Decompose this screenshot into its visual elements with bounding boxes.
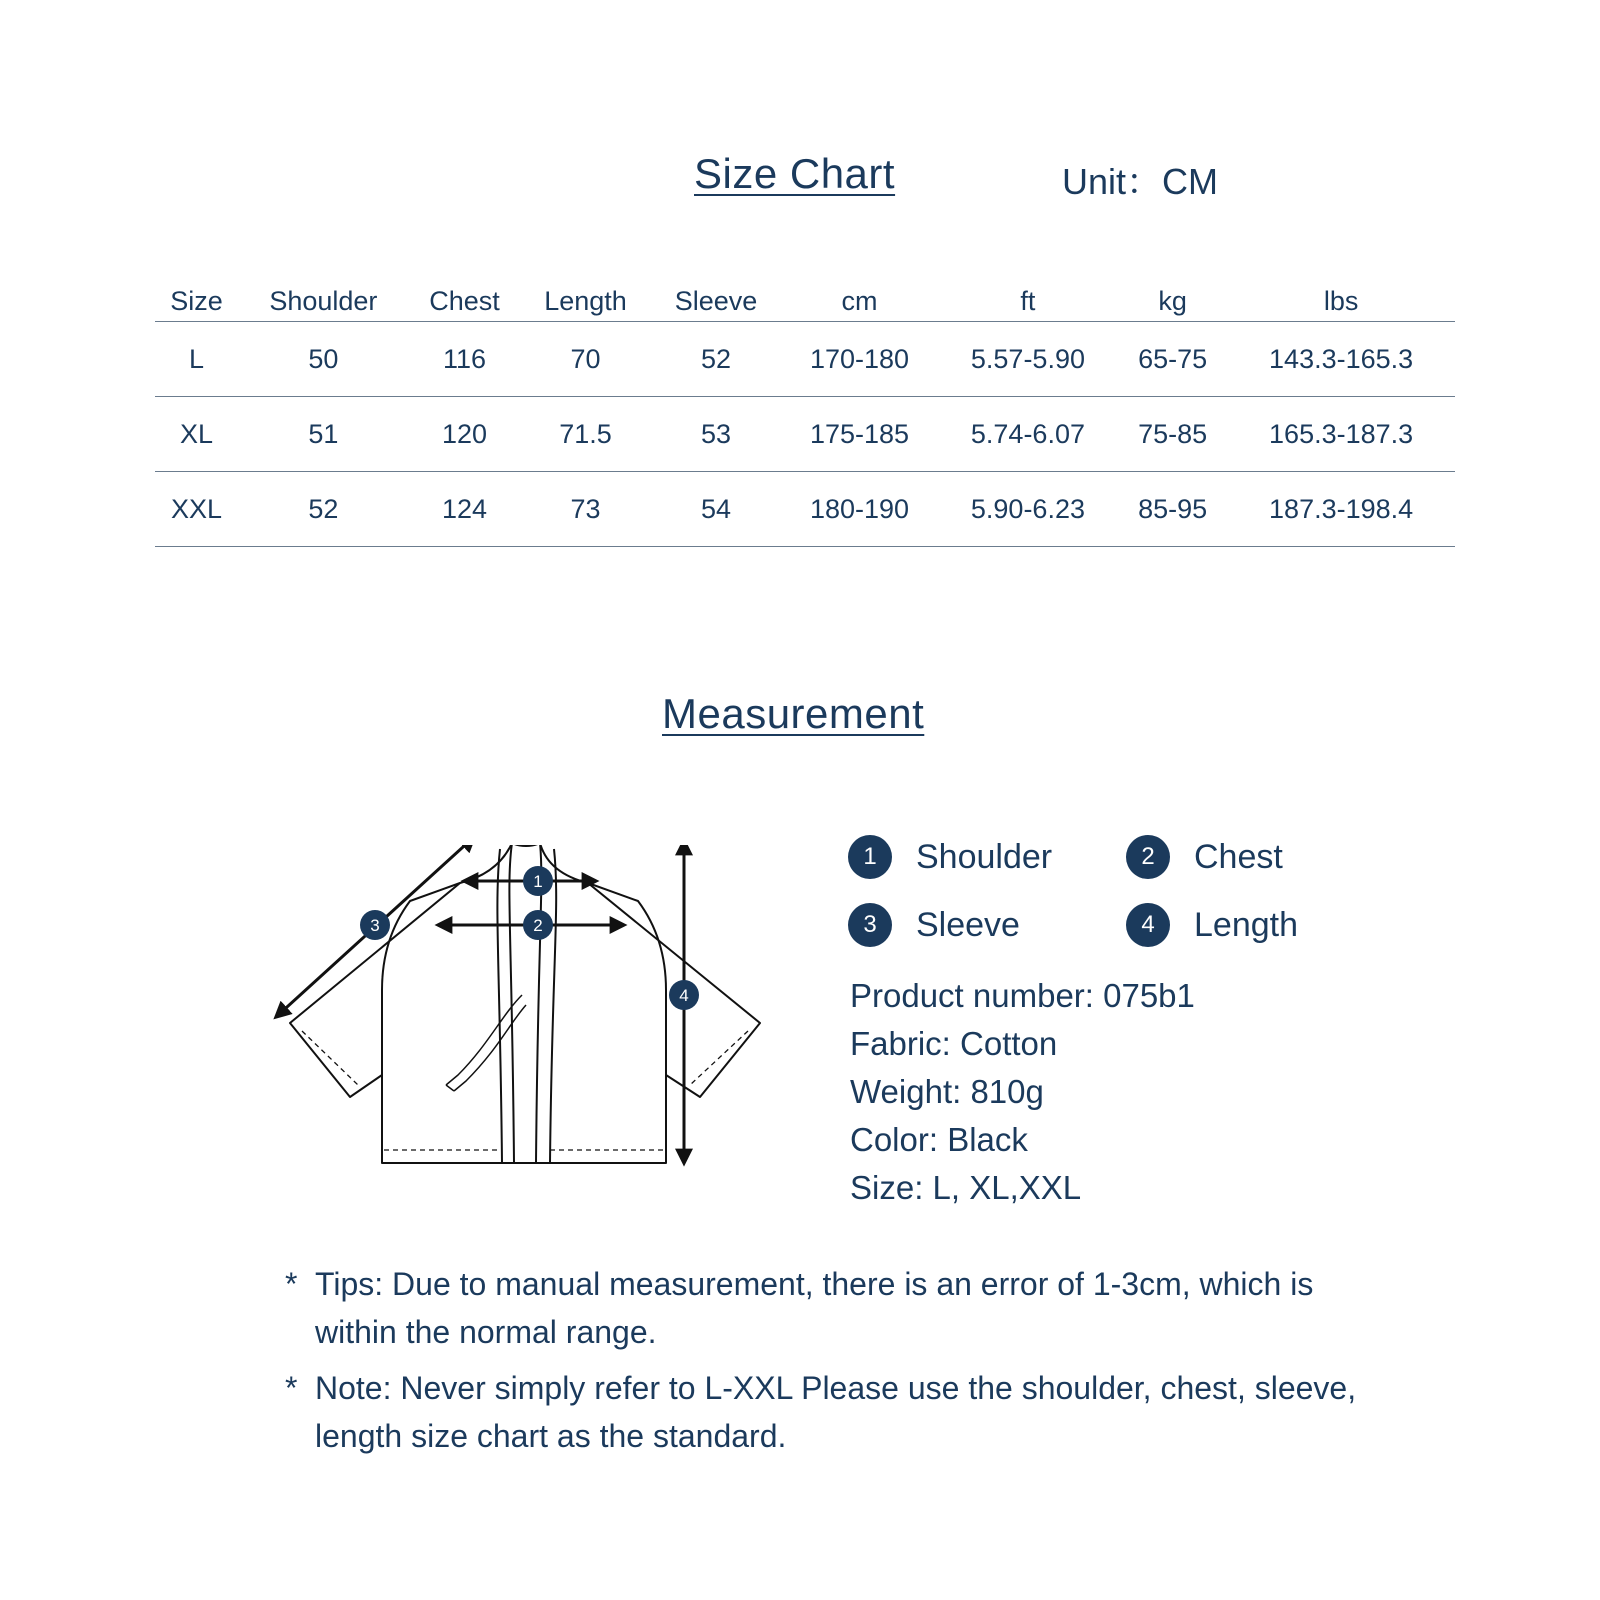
table-cell: 65-75 — [1118, 322, 1227, 397]
table-cell: 50 — [238, 322, 409, 397]
standard-note — [285, 1364, 1365, 1460]
header-size: Size — [155, 265, 238, 322]
size-chart-title: Size Chart — [694, 150, 896, 197]
svg-text:2: 2 — [533, 916, 543, 935]
table-cell: 5.74-6.07 — [938, 397, 1118, 472]
table-cell: 170-180 — [781, 322, 938, 397]
table-row — [155, 322, 1455, 397]
table-cell: 71.5 — [520, 397, 651, 472]
table-cell: 52 — [238, 472, 409, 547]
table-cell: 5.57-5.90 — [938, 322, 1118, 397]
table-cell: 180-190 — [781, 472, 938, 547]
table-header-row — [155, 265, 1455, 322]
table-cell: 85-95 — [1118, 472, 1227, 547]
table-cell: 120 — [409, 397, 520, 472]
header-length: Length — [520, 265, 651, 322]
jacket-diagram-icon — [270, 845, 820, 1205]
table-cell: 187.3-198.4 — [1227, 472, 1455, 547]
spec-fabric: Fabric: Cotton — [850, 1025, 1058, 1062]
svg-text:3: 3 — [370, 916, 380, 935]
legend-item-length — [1126, 903, 1298, 947]
measurement-title: Measurement — [662, 690, 925, 737]
table-cell: 116 — [409, 322, 520, 397]
note-text: Tips: Due to manual measurement, there is an error of 1-3cm, which is within the normal range. — [315, 1266, 1314, 1350]
table-row — [155, 397, 1455, 472]
note-asterisk: * — [285, 1370, 298, 1406]
table-cell: 51 — [238, 397, 409, 472]
legend-item-sleeve — [848, 903, 1020, 947]
legend-item-shoulder — [848, 835, 1052, 879]
legend-item-chest — [1126, 835, 1283, 879]
table-cell: L — [155, 322, 238, 397]
table-cell: 75-85 — [1118, 397, 1227, 472]
table-cell: XL — [155, 397, 238, 472]
table-cell: 5.90-6.23 — [938, 472, 1118, 547]
legend-label: Shoulder — [916, 837, 1053, 876]
measurement-legend — [848, 835, 1368, 965]
unit-label: Unit：CM — [1062, 161, 1219, 202]
spec-weight: Weight: 810g — [850, 1073, 1044, 1110]
svg-text:1: 1 — [533, 872, 543, 891]
header-shoulder: Shoulder — [238, 265, 409, 322]
header-chest: Chest — [409, 265, 520, 322]
legend-label: Length — [1194, 905, 1298, 944]
table-cell: 53 — [651, 397, 781, 472]
table-cell: 73 — [520, 472, 651, 547]
table-cell: 165.3-187.3 — [1227, 397, 1455, 472]
header-sleeve: Sleeve — [651, 265, 781, 322]
table-cell: 143.3-165.3 — [1227, 322, 1455, 397]
header-cm: cm — [781, 265, 938, 322]
legend-label: Sleeve — [916, 905, 1020, 944]
number-badge-2: 2 — [1126, 835, 1170, 879]
spec-color: Color: Black — [850, 1121, 1028, 1158]
number-badge-3: 3 — [848, 903, 892, 947]
header-ft: ft — [938, 265, 1118, 322]
note-asterisk: * — [285, 1266, 298, 1302]
spec-product-number: Product number: 075b1 — [850, 977, 1195, 1014]
table-cell: 124 — [409, 472, 520, 547]
notes — [285, 1260, 1365, 1468]
note-text: Note: Never simply refer to L-XXL Please use the shoulder, chest, sleeve, length size chart as the standard. — [315, 1370, 1357, 1454]
table-cell: XXL — [155, 472, 238, 547]
header-lbs: lbs — [1227, 265, 1455, 322]
spec-size: Size: L, XL,XXL — [850, 1169, 1082, 1206]
tips-note — [285, 1260, 1365, 1356]
table-cell: 70 — [520, 322, 651, 397]
svg-text:4: 4 — [679, 986, 689, 1005]
number-badge-1: 1 — [848, 835, 892, 879]
table-cell: 175-185 — [781, 397, 938, 472]
header-kg: kg — [1118, 265, 1227, 322]
table-cell: 52 — [651, 322, 781, 397]
product-specs — [850, 972, 1195, 1212]
size-table — [155, 265, 1455, 547]
table-row — [155, 472, 1455, 547]
table-cell: 54 — [651, 472, 781, 547]
number-badge-4: 4 — [1126, 903, 1170, 947]
legend-label: Chest — [1194, 837, 1283, 876]
